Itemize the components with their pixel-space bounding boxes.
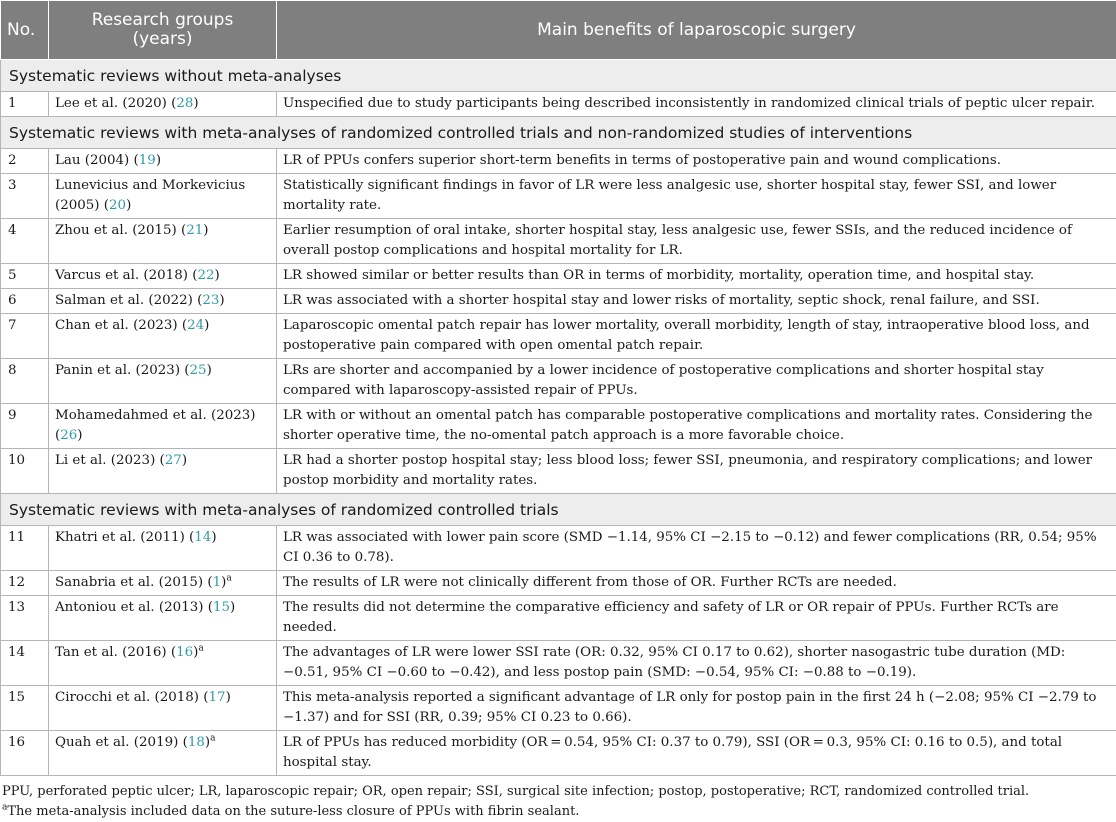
ref-close: ) [221,575,226,590]
benefit-text: The results did not determine the comparative efficiency and safety of LR or OR repair of PPUs. Further RCTs are needed. [277,596,1116,641]
reference-link[interactable]: 17 [209,690,226,705]
table-row [1,289,1116,314]
benefit-text: LR was associated with a shorter hospital stay and lower risks of mortality, septic shock, renal failure, and SSI. [277,289,1116,314]
footnote-marker: a [198,644,203,654]
ref-close: ) [182,453,187,468]
research-group [49,526,277,571]
research-group [49,641,277,686]
table-row [1,731,1116,776]
group-name: Li et al. (2023) ( [55,453,165,468]
reference-link[interactable]: 28 [176,96,193,111]
section-title: Systematic reviews with meta-analyses of randomized controlled trials and non-randomized studies of interventions [1,117,1116,149]
section-title: Systematic reviews without meta-analyses [1,60,1116,92]
benefit-text: LR had a shorter postop hospital stay; less blood loss; fewer SSI, pneumonia, and respiratory complications; and lower postop morbidity and mortality rates. [277,449,1116,494]
ref-close: ) [219,293,224,308]
research-group [49,149,277,174]
group-name: Quah et al. (2019) ( [55,735,188,750]
research-group [49,731,277,776]
header-main-benefits: Main benefits of laparoscopic surgery [277,1,1116,60]
row-number: 2 [1,149,49,174]
row-number: 9 [1,404,49,449]
research-group [49,449,277,494]
table-row [1,92,1116,117]
benefit-text: This meta-analysis reported a significant advantage of LR only for postop pain in the first 24 h (−2.08; 95% CI −2.79 to −1.37) and for SSI (RR, 0.39; 95% CI 0.23 to 0.66). [277,686,1116,731]
group-name: Salman et al. (2022) ( [55,293,202,308]
table-row [1,314,1116,359]
group-name: Lau (2004) ( [55,153,139,168]
table-row [1,404,1116,449]
table-row [1,686,1116,731]
benefit-text: Earlier resumption of oral intake, shorter hospital stay, less analgesic use, fewer SSIs, and the reduced incidence of overall postop complications and hospital mortality for LR. [277,219,1116,264]
row-number: 6 [1,289,49,314]
footnote-marker: a [226,574,231,584]
research-group [49,314,277,359]
benefit-text: Unspecified due to study participants being described inconsistently in randomized clinical trials of peptic ulcer repair. [277,92,1116,117]
row-number: 16 [1,731,49,776]
group-name: Lee et al. (2020) ( [55,96,176,111]
header-research-groups-line1: Research groups [92,10,234,30]
row-number: 1 [1,92,49,117]
ref-close: ) [226,690,231,705]
header-row [1,1,1116,60]
benefit-text: LR showed similar or better results than OR in terms of morbidity, mortality, operation time, and hospital stay. [277,264,1116,289]
row-number: 13 [1,596,49,641]
ref-close: ) [205,735,210,750]
group-name: Lunevicius and Morkevicius (2005) ( [55,178,245,213]
group-name: Tan et al. (2016) ( [55,645,176,660]
table-row [1,359,1116,404]
ref-close: ) [156,153,161,168]
abbreviations-note: PPU, perforated peptic ulcer; LR, laparoscopic repair; OR, open repair; SSI, surgical site infection; postop, postoperative; RCT, randomized controlled trial. [2,782,1114,802]
table-row [1,174,1116,219]
ref-close: ) [211,530,216,545]
reference-link[interactable]: 20 [109,198,126,213]
reference-link[interactable]: 15 [213,600,230,615]
table-row [1,449,1116,494]
reference-link[interactable]: 16 [176,645,193,660]
header-research-groups [49,1,277,60]
research-group [49,174,277,219]
group-name: Antoniou et al. (2013) ( [55,600,213,615]
research-group [49,219,277,264]
benefit-text: LR with or without an omental patch has comparable postoperative complications and mortality rates. Considering the shorter operative time, the no-omental patch approach is a more favorable choice. [277,404,1116,449]
benefit-text: LR of PPUs confers superior short-term benefits in terms of postoperative pain and wound complications. [277,149,1116,174]
benefit-text: LR of PPUs has reduced morbidity (OR = 0.54, 95% CI: 0.37 to 0.79), SSI (OR = 0.3, 95% CI: 0.16 to 0.5), and total hospital stay. [277,731,1116,776]
reference-link[interactable]: 24 [187,318,204,333]
ref-close: ) [207,363,212,378]
group-name: Mohamedahmed et al. (2023) ( [55,408,256,443]
row-number: 7 [1,314,49,359]
table-row [1,149,1116,174]
ref-close: ) [230,600,235,615]
ref-close: ) [193,645,198,660]
research-group [49,596,277,641]
benefit-text: The advantages of LR were lower SSI rate (OR: 0.32, 95% CI 0.17 to 0.62), shorter nasogastric tube duration (MD: −0.51, 95% CI −0.60 to −0.42), and less postop pain (SMD: −0.54, 95% CI: −0.88 to −0.19). [277,641,1116,686]
group-name: Panin et al. (2023) ( [55,363,190,378]
section-row [1,60,1116,92]
ref-close: ) [193,96,198,111]
section-row [1,494,1116,526]
row-number: 14 [1,641,49,686]
footnote-marker: a [210,734,215,744]
benefit-text: Statistically significant findings in favor of LR were less analgesic use, shorter hospital stay, fewer SSI, and lower mortality rate. [277,174,1116,219]
section-row [1,117,1116,149]
table-row [1,571,1116,596]
benefit-text: LR was associated with lower pain score (SMD −1.14, 95% CI −2.15 to −0.12) and fewer complications (RR, 0.54; 95% CI 0.36 to 0.78). [277,526,1116,571]
reference-link[interactable]: 1 [213,575,222,590]
benefit-text: LRs are shorter and accompanied by a lower incidence of postoperative complications and shorter hospital stay compared with laparoscopy-assisted repair of PPUs. [277,359,1116,404]
benefit-text: The results of LR were not clinically different from those of OR. Further RCTs are needed. [277,571,1116,596]
row-number: 8 [1,359,49,404]
ref-close: ) [77,428,82,443]
group-name: Varcus et al. (2018) ( [55,268,197,283]
group-name: Chan et al. (2023) ( [55,318,187,333]
research-group [49,264,277,289]
reference-link[interactable]: 27 [165,453,182,468]
row-number: 5 [1,264,49,289]
table-row [1,264,1116,289]
row-number: 3 [1,174,49,219]
table-row [1,526,1116,571]
row-number: 15 [1,686,49,731]
row-number: 11 [1,526,49,571]
header-research-groups-line2: (years) [132,29,192,49]
group-name: Sanabria et al. (2015) ( [55,575,213,590]
reference-link[interactable]: 26 [60,428,77,443]
research-group [49,571,277,596]
table-footnotes [0,776,1116,822]
row-number: 12 [1,571,49,596]
table-row [1,596,1116,641]
research-group [49,92,277,117]
reference-link[interactable]: 21 [186,223,203,238]
table-row [1,219,1116,264]
reference-link[interactable]: 25 [190,363,207,378]
reference-link[interactable]: 14 [194,530,211,545]
reference-link[interactable]: 22 [197,268,214,283]
section-title: Systematic reviews with meta-analyses of randomized controlled trials [1,494,1116,526]
reference-link[interactable]: 23 [202,293,219,308]
reference-link[interactable]: 18 [188,735,205,750]
meta-analysis-note [2,802,1114,822]
row-number: 4 [1,219,49,264]
group-name: Cirocchi et al. (2018) ( [55,690,209,705]
research-group [49,289,277,314]
table-row [1,641,1116,686]
benefit-text: Laparoscopic omental patch repair has lower mortality, overall morbidity, length of stay, intraoperative blood loss, and postoperative pain compared with open omental patch repair. [277,314,1116,359]
reference-link[interactable]: 19 [139,153,156,168]
ref-close: ) [214,268,219,283]
ref-close: ) [204,318,209,333]
ref-close: ) [203,223,208,238]
group-name: Khatri et al. (2011) ( [55,530,194,545]
row-number: 10 [1,449,49,494]
group-name: Zhou et al. (2015) ( [55,223,186,238]
footnote-marker: a [2,803,7,813]
research-group [49,404,277,449]
meta-analysis-note-text: The meta-analysis included data on the suture-less closure of PPUs with fibrin sealant. [7,804,579,819]
ref-close: ) [126,198,131,213]
header-no: No. [1,1,49,60]
research-group [49,686,277,731]
research-group [49,359,277,404]
